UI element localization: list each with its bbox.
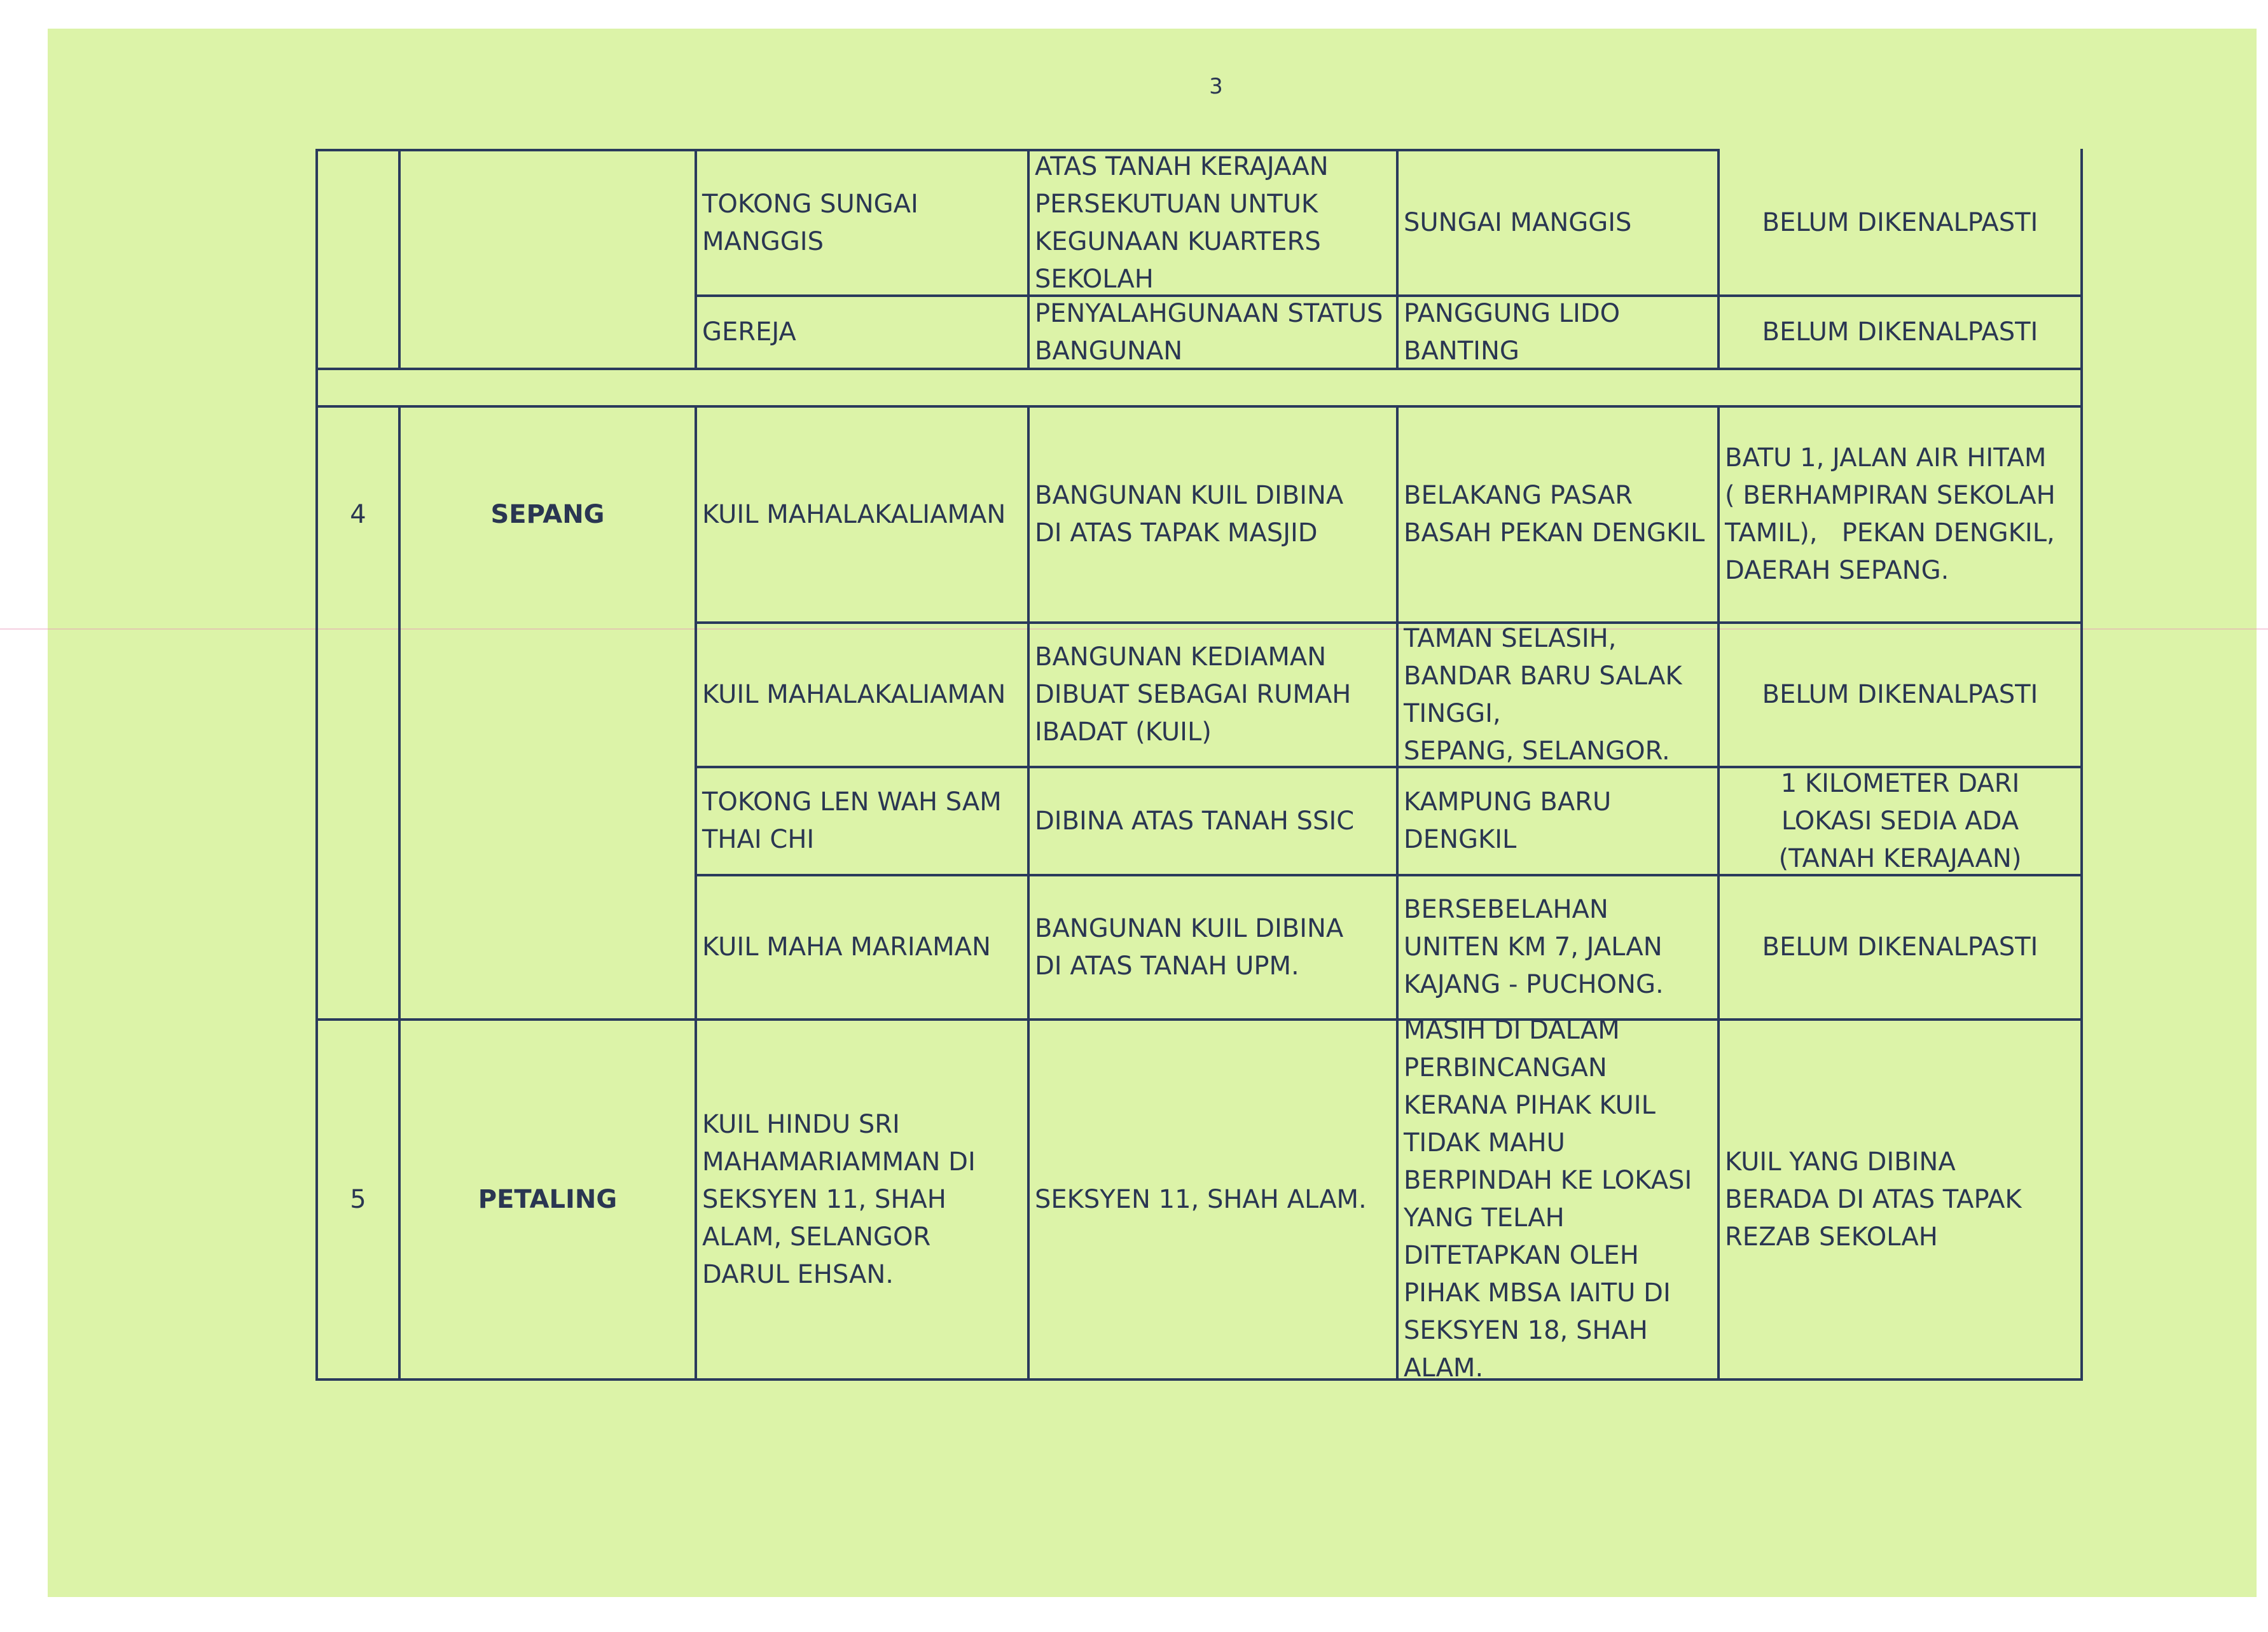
cell-proposal: BELUM DIKENALPASTI	[1762, 680, 2038, 709]
cell-issue: BANGUNAN KUIL DIBINA DI ATAS TANAH UPM.	[1035, 913, 1344, 981]
cell-district-no: 5	[350, 1184, 366, 1214]
cell-item-name: KUIL HINDU SRI MAHAMARIAMMAN DI SEKSYEN 11, SHAH ALAM, SELANGOR DARUL EHSAN.	[702, 1109, 976, 1289]
cell-proposal: 1 KILOMETER DARI LOKASI SEDIA ADA (TANAH KERAJAAN)	[1778, 768, 2022, 873]
cell-item-name: TOKONG SUNGAI MANGGIS	[702, 189, 918, 256]
cell-location: BERSEBELAHAN UNITEN KM 7, JALAN KAJANG - PUCHONG.	[1404, 895, 1664, 999]
cell-proposal: BELUM DIKENALPASTI	[1762, 932, 2038, 962]
cell-item-name: TOKONG LEN WAH SAM THAI CHI	[702, 787, 1002, 854]
cell-proposal: BATU 1, JALAN AIR HITAM ( BERHAMPIRAN SEKOLAH TAMIL), PEKAN DENGKIL, DAERAH SEPANG.	[1725, 443, 2056, 585]
cell-issue: DIBINA ATAS TANAH SSIC	[1035, 806, 1355, 836]
table-rule-v	[398, 149, 401, 370]
cell-location: MASIH DI DALAM PERBINCANGAN KERANA PIHAK KUIL TIDAK MAHU BERPINDAH KE LOKASI YANG TELAH DITETAPKAN OLEH PIHAK MBSA IAITU DI SEKSYEN 18, SHAH ALAM.	[1404, 1016, 1692, 1383]
cell-issue: BANGUNAN KEDIAMAN DIBUAT SEBAGAI RUMAH IBADAT (KUIL)	[1035, 642, 1352, 747]
cell-issue: BANGUNAN KUIL DIBINA DI ATAS TAPAK MASJID	[1035, 481, 1344, 548]
cell-location: KAMPUNG BARU DENGKIL	[1404, 787, 1612, 854]
cell-proposal: BELUM DIKENALPASTI	[1762, 317, 2038, 347]
cell-issue: PENYALAHGUNAAN STATUS BANGUNAN	[1035, 298, 1383, 366]
cell-district-name: SEPANG	[490, 499, 605, 529]
cell-item-name: KUIL MAHA MARIAMAN	[702, 932, 991, 962]
cell-district-name: PETALING	[478, 1184, 618, 1214]
cell-item-name: KUIL MAHALAKALIAMAN	[702, 499, 1006, 529]
cell-item-name: GEREJA	[702, 317, 796, 347]
cell-location: PANGGUNG LIDO BANTING	[1404, 298, 1621, 366]
cell-proposal: BELUM DIKENALPASTI	[1762, 208, 2038, 237]
cell-proposal: KUIL YANG DIBINA BERADA DI ATAS TAPAK REZAB SEKOLAH	[1725, 1147, 2022, 1252]
cell-location: BELAKANG PASAR BASAH PEKAN DENGKIL	[1404, 481, 1705, 548]
cell-item-name: KUIL MAHALAKALIAMAN	[702, 680, 1006, 709]
cell-issue: ATAS TANAH KERAJAAN PERSEKUTUAN UNTUK KEGUNAAN KUARTERS SEKOLAH	[1035, 151, 1329, 294]
cell-district-no: 4	[350, 499, 366, 529]
page-number: 3	[1209, 74, 1223, 99]
cell-location: SUNGAI MANGGIS	[1404, 208, 1632, 237]
cell-location: TAMAN SELASIH, BANDAR BARU SALAK TINGGI, SEPANG, SELANGOR.	[1404, 623, 1682, 766]
cell-issue: SEKSYEN 11, SHAH ALAM.	[1035, 1184, 1367, 1214]
